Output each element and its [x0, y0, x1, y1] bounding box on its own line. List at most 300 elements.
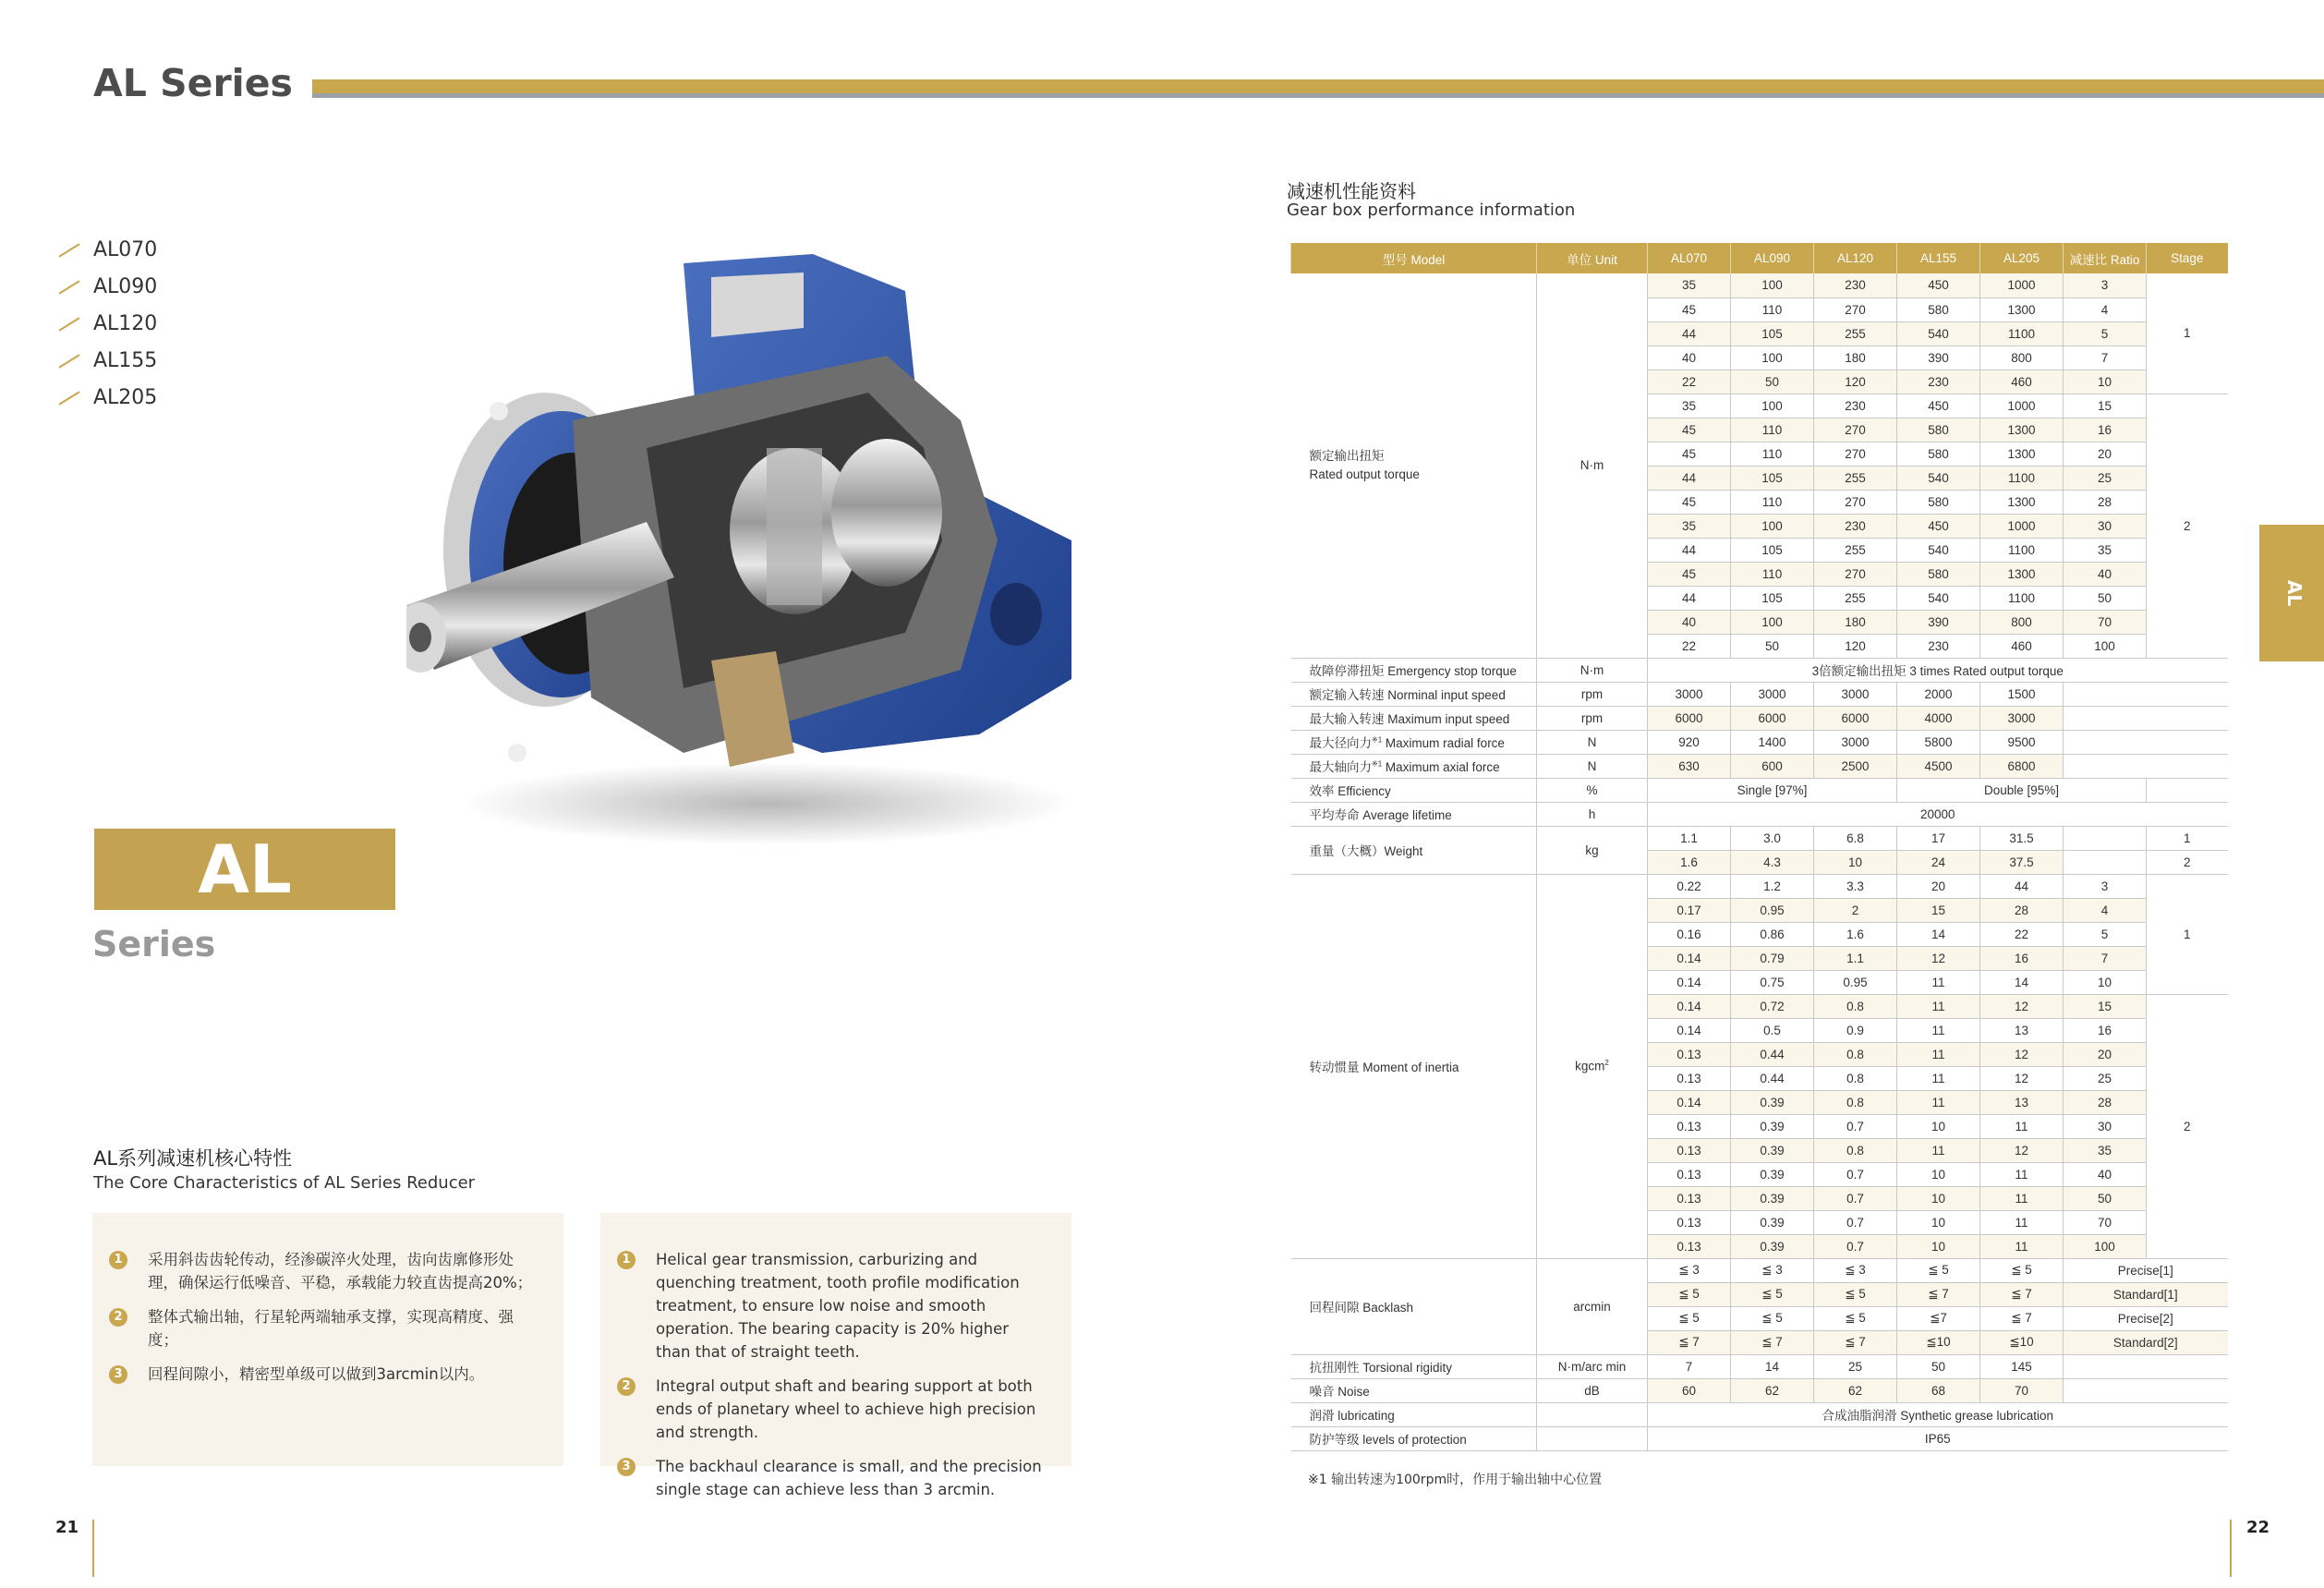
slash-icon [58, 354, 79, 368]
row-label: 故障停滞扭矩 Emergency stop torque [1291, 658, 1537, 682]
table-cell: 62 [1731, 1378, 1814, 1402]
table-cell: 540 [1897, 538, 1980, 562]
table-cell: 70 [2064, 1210, 2147, 1234]
table-cell: 0.39 [1731, 1114, 1814, 1138]
feature-item [114, 1363, 538, 1386]
table-cell: 0.44 [1731, 1066, 1814, 1090]
table-cell: 800 [1980, 610, 2064, 634]
table-cell: 11 [1897, 1138, 1980, 1162]
table-cell: 270 [1814, 418, 1897, 442]
table-cell: 3 [2064, 874, 2147, 898]
table-cell: ≦ 3 [1731, 1258, 1814, 1282]
number-badge-icon: 1 [617, 1251, 635, 1269]
table-row [1291, 1354, 2228, 1378]
unit-cell: N·m [1537, 658, 1648, 682]
stage-cell: 1 [2147, 826, 2228, 850]
table-cell: ≦ 7 [1897, 1282, 1980, 1306]
feature-text: Integral output shaft and bearing support at both ends of planetary wheel to achieve high precision and strength. [656, 1377, 1036, 1441]
table-cell: 1.1 [1648, 826, 1731, 850]
column-header: 减速比 Ratio [2064, 243, 2147, 273]
table-cell: Standard[2] [2064, 1330, 2228, 1354]
table-cell: 44 [1648, 321, 1731, 345]
table-row [1291, 273, 2228, 297]
table-cell: 3000 [1814, 730, 1897, 754]
column-header: AL120 [1814, 243, 1897, 273]
table-cell: 45 [1648, 297, 1731, 321]
table-cell: 11 [1980, 1114, 2064, 1138]
core-title-en: The Core Characteristics of AL Series Reducer [93, 1173, 476, 1193]
table-cell: 0.95 [1731, 898, 1814, 922]
table-cell: 1000 [1980, 394, 2064, 418]
table-cell: ≦ 3 [1814, 1258, 1897, 1282]
table-cell: 0.5 [1731, 1018, 1814, 1042]
table-cell: 255 [1814, 538, 1897, 562]
table-cell: 7 [2064, 946, 2147, 970]
table-cell: 540 [1897, 321, 1980, 345]
table-cell: 0.13 [1648, 1186, 1731, 1210]
stage-cell: 1 [2147, 874, 2228, 994]
model-label: AL120 [93, 312, 158, 335]
table-cell: 390 [1897, 345, 1980, 370]
table-cell: 105 [1731, 586, 1814, 610]
table-cell: 0.95 [1814, 970, 1897, 994]
table-cell: 14 [1731, 1354, 1814, 1378]
table-cell: 12 [1897, 946, 1980, 970]
model-item [54, 275, 157, 312]
table-cell: 255 [1814, 586, 1897, 610]
table-cell: 15 [2064, 994, 2147, 1018]
table-cell: 3000 [1980, 706, 2064, 730]
table-cell: 100 [1731, 514, 1814, 538]
table-cell: 100 [2064, 634, 2147, 658]
table-cell: 20 [1897, 874, 1980, 898]
table-cell: 110 [1731, 442, 1814, 466]
table-cell: 0.39 [1731, 1186, 1814, 1210]
slash-icon [58, 317, 79, 331]
table-cell: 0.39 [1731, 1162, 1814, 1186]
table-cell: 4.3 [1731, 850, 1814, 874]
table-cell: 1000 [1980, 273, 2064, 297]
feature-text: 采用斜齿齿轮传动，经渗碳淬火处理，齿向齿廓修形处理，确保运行低噪音、平稳，承载能力较直齿提高20%； [148, 1251, 533, 1291]
table-cell: 0.39 [1731, 1234, 1814, 1258]
table-cell: 11 [1897, 970, 1980, 994]
table-cell: IP65 [1648, 1426, 2228, 1450]
row-label: 抗扭刚性 Torsional rigidity [1291, 1354, 1537, 1378]
table-cell: 11 [1897, 994, 1980, 1018]
table-cell: 1400 [1731, 730, 1814, 754]
table-cell: 45 [1648, 442, 1731, 466]
table-cell: 1500 [1980, 682, 2064, 706]
model-list [54, 238, 157, 423]
table-cell: 450 [1897, 273, 1980, 297]
table-cell [2064, 730, 2228, 754]
table-cell: 13 [1980, 1018, 2064, 1042]
table-cell: 105 [1731, 466, 1814, 490]
page-tick-right [2230, 1520, 2232, 1577]
table-cell: ≦10 [1980, 1330, 2064, 1354]
table-cell: 0.79 [1731, 946, 1814, 970]
table-cell: ≦ 5 [1731, 1306, 1814, 1330]
table-cell: 1000 [1980, 514, 2064, 538]
brand-badge: AL [94, 829, 395, 910]
stage-cell: 2 [2147, 394, 2228, 658]
table-cell: 5 [2064, 321, 2147, 345]
table-cell: 4 [2064, 898, 2147, 922]
unit-cell: % [1537, 778, 1648, 802]
table-cell: 0.14 [1648, 946, 1731, 970]
table-cell: 0.13 [1648, 1234, 1731, 1258]
table-cell: 1300 [1980, 418, 2064, 442]
table-cell: 105 [1731, 538, 1814, 562]
row-label: 润滑 lubricating [1291, 1402, 1537, 1426]
unit-cell: arcmin [1537, 1258, 1648, 1354]
table-cell: 15 [1897, 898, 1980, 922]
row-label [1291, 730, 1537, 754]
table-cell: 12 [1980, 1138, 2064, 1162]
table-row [1291, 1378, 2228, 1402]
table-row [1291, 1426, 2228, 1450]
table-cell: 22 [1648, 634, 1731, 658]
table-cell: 0.13 [1648, 1210, 1731, 1234]
table-cell: 3000 [1731, 682, 1814, 706]
page-title: AL Series [93, 61, 293, 105]
table-cell: 44 [1648, 586, 1731, 610]
footnote: ※1 输出转速为100rpm时，作用于输出轴中心位置 [1308, 1473, 1603, 1487]
table-cell: 0.14 [1648, 970, 1731, 994]
table-cell: 580 [1897, 490, 1980, 514]
table-cell: 28 [2064, 490, 2147, 514]
feature-text: 整体式输出轴，行星轮两端轴承支撑，实现高精度、强度； [148, 1308, 514, 1349]
unit-cell: h [1537, 802, 1648, 826]
table-cell: 1100 [1980, 538, 2064, 562]
performance-table [1290, 243, 2228, 1451]
table-cell: 0.9 [1814, 1018, 1897, 1042]
table-cell: 10 [1897, 1234, 1980, 1258]
table-cell: 44 [1648, 538, 1731, 562]
model-item [54, 312, 157, 349]
row-label-en: Rated output torque [1309, 467, 1420, 481]
table-cell: 0.86 [1731, 922, 1814, 946]
table-cell: 180 [1814, 610, 1897, 634]
table-cell: 230 [1814, 273, 1897, 297]
unit-cell: N [1537, 754, 1648, 778]
table-cell: ≦ 5 [1897, 1258, 1980, 1282]
feature-item [622, 1375, 1046, 1444]
table-cell: 6000 [1814, 706, 1897, 730]
table-cell: ≦ 5 [1731, 1282, 1814, 1306]
table-cell: 35 [2064, 1138, 2147, 1162]
table-cell: 60 [1648, 1378, 1731, 1402]
table-cell: 70 [2064, 610, 2147, 634]
table-cell: 2 [1814, 898, 1897, 922]
table-cell: 255 [1814, 321, 1897, 345]
table-cell: Precise[2] [2064, 1306, 2228, 1330]
row-label: 效率 Efficiency [1291, 778, 1537, 802]
table-cell: ≦ 7 [1814, 1330, 1897, 1354]
table-cell: 0.13 [1648, 1162, 1731, 1186]
table-cell: 630 [1648, 754, 1731, 778]
feature-text: The backhaul clearance is small, and the precision single stage can achieve less than 3 arcmin. [656, 1458, 1042, 1498]
row-label: 额定输入转速 Norminal input speed [1291, 682, 1537, 706]
table-cell: 0.8 [1814, 1066, 1897, 1090]
table-cell: ≦ 5 [1814, 1282, 1897, 1306]
table-cell: 3000 [1814, 682, 1897, 706]
number-badge-icon: 1 [109, 1251, 127, 1269]
table-cell: 50 [2064, 1186, 2147, 1210]
table-cell: 11 [1980, 1162, 2064, 1186]
table-cell: 540 [1897, 466, 1980, 490]
table-cell: 0.13 [1648, 1066, 1731, 1090]
row-label-cn: 最大轴向力 [1309, 760, 1372, 774]
table-cell: 460 [1980, 634, 2064, 658]
table-row [1291, 874, 2228, 898]
table-cell: 230 [1814, 394, 1897, 418]
table-cell: 0.39 [1731, 1210, 1814, 1234]
table-cell: 3000 [1648, 682, 1731, 706]
table-cell: 35 [1648, 514, 1731, 538]
model-item [54, 349, 157, 386]
table-cell: 1100 [1980, 321, 2064, 345]
row-label: 防护等级 levels of protection [1291, 1426, 1537, 1450]
table-cell: ≦7 [1897, 1306, 1980, 1330]
table-cell: 230 [1897, 634, 1980, 658]
table-cell: 28 [1980, 898, 2064, 922]
table-cell: 4 [2064, 297, 2147, 321]
model-label: AL090 [93, 275, 158, 298]
table-cell: 20 [2064, 442, 2147, 466]
table-cell: Double [95%] [1897, 778, 2147, 802]
table-cell: 1100 [1980, 466, 2064, 490]
model-label: AL070 [93, 238, 158, 261]
table-cell: 40 [1648, 345, 1731, 370]
table-cell: 450 [1897, 394, 1980, 418]
table-cell: 1.6 [1814, 922, 1897, 946]
table-cell: 20 [2064, 1042, 2147, 1066]
table-cell: 45 [1648, 490, 1731, 514]
table-cell [2064, 826, 2147, 850]
table-row [1291, 754, 2228, 778]
table-cell: 0.17 [1648, 898, 1731, 922]
table-cell: 270 [1814, 490, 1897, 514]
unit-text: kgcm [1575, 1059, 1605, 1073]
table-cell: 68 [1897, 1378, 1980, 1402]
feature-item [114, 1248, 538, 1294]
table-cell: 11 [1897, 1090, 1980, 1114]
table-cell: 2000 [1897, 682, 1980, 706]
table-cell: 合成油脂润滑 Synthetic grease lubrication [1648, 1402, 2228, 1426]
table-cell: 44 [1980, 874, 2064, 898]
table-cell: ≦ 7 [1731, 1330, 1814, 1354]
side-tab-label: AL [2283, 579, 2306, 607]
table-cell: 270 [1814, 562, 1897, 586]
table-cell [1537, 1402, 1648, 1426]
table-cell: Precise[1] [2064, 1258, 2228, 1282]
page-tick-left [92, 1520, 94, 1577]
table-cell [2064, 682, 2228, 706]
table-cell: 0.13 [1648, 1114, 1731, 1138]
table-cell: 7 [1648, 1354, 1731, 1378]
table-cell: 11 [1980, 1210, 2064, 1234]
table-cell: 460 [1980, 370, 2064, 394]
table-cell: 35 [2064, 538, 2147, 562]
table-cell: 11 [1897, 1066, 1980, 1090]
table-cell: 580 [1897, 442, 1980, 466]
row-label-cn: 额定输出扭矩 [1309, 448, 1385, 463]
table-cell: 0.16 [1648, 922, 1731, 946]
table-cell: 0.39 [1731, 1138, 1814, 1162]
table-cell: Single [97%] [1648, 778, 1897, 802]
unit-cell: kg [1537, 826, 1648, 874]
table-cell: 920 [1648, 730, 1731, 754]
table-cell: 11 [1897, 1042, 1980, 1066]
table-cell: 10 [2064, 970, 2147, 994]
table-cell: 28 [2064, 1090, 2147, 1114]
table-cell: 22 [1648, 370, 1731, 394]
table-cell: 4000 [1897, 706, 1980, 730]
table-cell [2064, 754, 2228, 778]
header-rule-gold [312, 79, 2324, 93]
table-cell: 0.7 [1814, 1210, 1897, 1234]
table-cell: 110 [1731, 490, 1814, 514]
gearbox-cutaway-image [406, 236, 1127, 864]
table-cell: 11 [1980, 1234, 2064, 1258]
table-cell: 16 [2064, 418, 2147, 442]
table-header-row [1291, 243, 2228, 273]
table-row [1291, 658, 2228, 682]
table-cell: 4500 [1897, 754, 1980, 778]
table-cell: 120 [1814, 634, 1897, 658]
table-cell [2064, 850, 2147, 874]
brand-series: Series [92, 924, 216, 964]
feature-text: Helical gear transmission, carburizing and quenching treatment, tooth profile modification treatment, to ensure low noise and smooth operation. The bearing capacity is 20% higher than that of straight teeth. [656, 1251, 1020, 1361]
table-cell: 270 [1814, 442, 1897, 466]
number-badge-icon: 3 [109, 1365, 127, 1384]
table-cell: 450 [1897, 514, 1980, 538]
table-cell: 0.75 [1731, 970, 1814, 994]
table-cell: 11 [1897, 1018, 1980, 1042]
table-cell: 14 [1897, 922, 1980, 946]
table-cell: 6000 [1648, 706, 1731, 730]
table-cell: 13 [1980, 1090, 2064, 1114]
slash-icon [58, 243, 79, 257]
table-cell: 600 [1731, 754, 1814, 778]
table-cell: 62 [1814, 1378, 1897, 1402]
row-label [1291, 754, 1537, 778]
table-cell: 1100 [1980, 586, 2064, 610]
table-cell: 44 [1648, 466, 1731, 490]
table-cell: 580 [1897, 562, 1980, 586]
table-cell: 390 [1897, 610, 1980, 634]
column-header: AL070 [1648, 243, 1731, 273]
table-cell: Standard[1] [2064, 1282, 2228, 1306]
features-cn-box [92, 1213, 563, 1466]
number-badge-icon: 2 [617, 1377, 635, 1396]
table-cell: 31.5 [1980, 826, 2064, 850]
table-cell: ≦ 7 [1980, 1282, 2064, 1306]
page-number-left: 21 [55, 1518, 79, 1537]
table-cell: ≦ 5 [1648, 1306, 1731, 1330]
table-cell: ≦ 7 [1648, 1330, 1731, 1354]
table-cell: 100 [2064, 1234, 2147, 1258]
model-item [54, 238, 157, 275]
table-cell: 1300 [1980, 297, 2064, 321]
table-row [1291, 1258, 2228, 1282]
table-cell: 0.13 [1648, 1138, 1731, 1162]
stage-cell: 2 [2147, 850, 2228, 874]
table-cell: 50 [1731, 634, 1814, 658]
table-cell: 110 [1731, 418, 1814, 442]
table-cell: 0.7 [1814, 1114, 1897, 1138]
number-badge-icon: 2 [109, 1308, 127, 1327]
table-cell: 0.14 [1648, 994, 1731, 1018]
table-cell: ≦ 5 [1980, 1258, 2064, 1282]
table-cell: 0.44 [1731, 1042, 1814, 1066]
table-cell: 1.6 [1648, 850, 1731, 874]
row-label: 转动惯量 Moment of inertia [1291, 874, 1537, 1258]
table-cell: 580 [1897, 418, 1980, 442]
perf-title-cn: 减速机性能资料 [1287, 180, 1416, 202]
table-row [1291, 826, 2228, 850]
table-cell: 255 [1814, 466, 1897, 490]
slash-icon [58, 280, 79, 294]
page-number-right: 22 [2246, 1518, 2270, 1537]
table-cell: 105 [1731, 321, 1814, 345]
table-cell: 0.8 [1814, 1042, 1897, 1066]
row-label: 回程间隙 Backlash [1291, 1258, 1537, 1354]
table-cell: 10 [1897, 1114, 1980, 1138]
unit-cell [1537, 874, 1648, 1258]
table-cell: 540 [1897, 586, 1980, 610]
table-row [1291, 778, 2228, 802]
table-cell: ≦ 7 [1980, 1306, 2064, 1330]
table-cell: 30 [2064, 514, 2147, 538]
table-row [1291, 730, 2228, 754]
unit-cell: rpm [1537, 706, 1648, 730]
side-tab [2259, 525, 2324, 661]
table-cell: 70 [1980, 1378, 2064, 1402]
table-cell: 12 [1980, 994, 2064, 1018]
feature-item [622, 1248, 1046, 1364]
footnote-mark: ※1 [1372, 735, 1383, 745]
unit-cell: N·m/arc min [1537, 1354, 1648, 1378]
table-cell: 50 [1731, 370, 1814, 394]
table-cell: 10 [1897, 1186, 1980, 1210]
table-cell: 45 [1648, 418, 1731, 442]
table-cell: 11 [1980, 1186, 2064, 1210]
table-cell: 3 [2064, 273, 2147, 297]
table-cell: 6800 [1980, 754, 2064, 778]
core-title-cn: AL系列减速机核心特性 [93, 1147, 293, 1170]
table-cell: 10 [1897, 1162, 1980, 1186]
table-cell: 3倍额定输出扭矩 3 times Rated output torque [1648, 658, 2228, 682]
table-cell: 37.5 [1980, 850, 2064, 874]
table-cell: 16 [2064, 1018, 2147, 1042]
unit-cell: N [1537, 730, 1648, 754]
table-cell: 15 [2064, 394, 2147, 418]
table-cell: 0.7 [1814, 1162, 1897, 1186]
table-cell: 1.2 [1731, 874, 1814, 898]
table-cell: 0.39 [1731, 1090, 1814, 1114]
table-cell: 145 [1980, 1354, 2064, 1378]
table-cell: 10 [1814, 850, 1897, 874]
table-cell: 6.8 [1814, 826, 1897, 850]
feature-item [114, 1305, 538, 1352]
table-row [1291, 802, 2228, 826]
table-cell: 3.3 [1814, 874, 1897, 898]
column-header: Stage [2147, 243, 2228, 273]
table-cell: ≦ 5 [1648, 1282, 1731, 1306]
slash-icon [58, 391, 79, 405]
